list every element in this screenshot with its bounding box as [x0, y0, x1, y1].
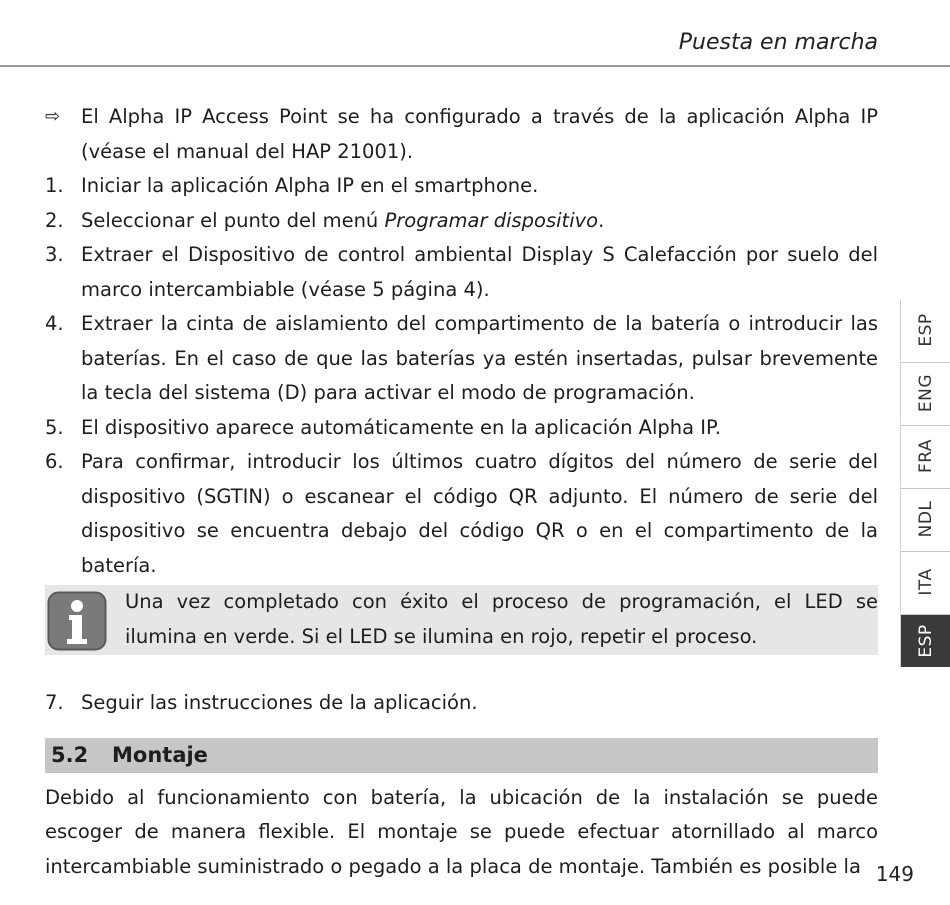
page-number: 149	[875, 862, 914, 886]
body-paragraph: Debido al funcionamiento con batería, la ubicación de la instalación se puede escoger de manera flexible. El montaje se puede efectuar atornillado al marco intercambiable suministrado o pegado a la placa de montaje. También es posible la	[45, 785, 878, 878]
info-note	[45, 585, 878, 655]
list-item	[45, 238, 878, 307]
tab-label: ITA	[916, 568, 936, 596]
step-number: 6.	[45, 450, 64, 473]
step-text-start: Seleccionar el punto del menú	[81, 208, 385, 232]
step-text	[81, 204, 878, 239]
section-title: Montaje	[112, 742, 208, 767]
step-text: Para confirmar, introducir los últimos cuatro dígitos del número de serie del dispositivo (SGTIN) o escanear el código QR adjunto. El número de serie del dispositivo se encuentra debajo del código QR o en el compartimento de la batería.	[81, 450, 878, 577]
list-item	[45, 411, 878, 446]
tab-fra[interactable]	[900, 426, 950, 488]
list-item	[45, 686, 878, 721]
step-number: 3.	[45, 243, 64, 266]
step-number: 5.	[45, 415, 64, 439]
section-number: 5.2	[51, 742, 89, 767]
step-text: Seguir las instrucciones de la aplicación.	[81, 691, 478, 714]
tab-eng[interactable]	[900, 363, 950, 425]
tab-label: FRA	[916, 438, 936, 474]
tab-label: ESP	[916, 313, 936, 347]
running-header: Puesta en marcha	[678, 30, 878, 55]
step-text: Iniciar la aplicación Alpha IP en el smartphone.	[81, 174, 539, 197]
step-number: 1.	[45, 174, 64, 197]
header-divider	[0, 65, 950, 67]
tab-esp-active[interactable]	[900, 615, 950, 669]
spacer	[45, 655, 878, 686]
list-item	[45, 445, 878, 583]
step-number: 4.	[45, 312, 64, 335]
step-text: Extraer la cinta de aislamiento del compartimento de la batería o introducir las baterías. En el caso de que las baterías ya estén insertadas, pulsar brevemente la tecla del sistema (D) para activar el modo de programación.	[81, 312, 878, 404]
prerequisite-item	[45, 100, 878, 169]
info-icon	[47, 591, 107, 651]
prerequisite-text: El Alpha IP Access Point se ha configurado a través de la aplicación Alpha IP (véase el manual del HAP 21001).	[81, 105, 878, 163]
tab-esp[interactable]	[900, 300, 950, 362]
arrow-right-outline-icon: ⇨	[45, 106, 61, 127]
step-number: 2.	[45, 208, 64, 232]
tab-label: NDL	[916, 500, 936, 538]
list-item	[45, 204, 878, 239]
tab-ita[interactable]	[900, 552, 950, 614]
menu-item-name: Programar dispositivo	[384, 208, 599, 232]
language-tabs	[900, 300, 950, 669]
step-text: El dispositivo aparece automáticamente en la aplicación Alpha IP.	[81, 415, 721, 439]
list-item	[45, 307, 878, 411]
page-body	[45, 100, 878, 884]
section-heading	[45, 738, 878, 773]
step-text: Extraer el Dispositivo de control ambiental Display S Calefacción por suelo del marco intercambiable (véase 5 página 4).	[81, 243, 878, 301]
tab-ndl[interactable]	[900, 489, 950, 551]
tab-label: ENG	[916, 373, 936, 413]
tab-label: ESP	[916, 624, 936, 658]
step-text-end: .	[598, 208, 605, 232]
step-number: 7.	[45, 691, 64, 714]
list-item	[45, 169, 878, 204]
note-text: Una vez completado con éxito el proceso de programación, el LED se ilumina en verde. Si el LED se ilumina en rojo, repetir el proceso.	[125, 590, 878, 648]
